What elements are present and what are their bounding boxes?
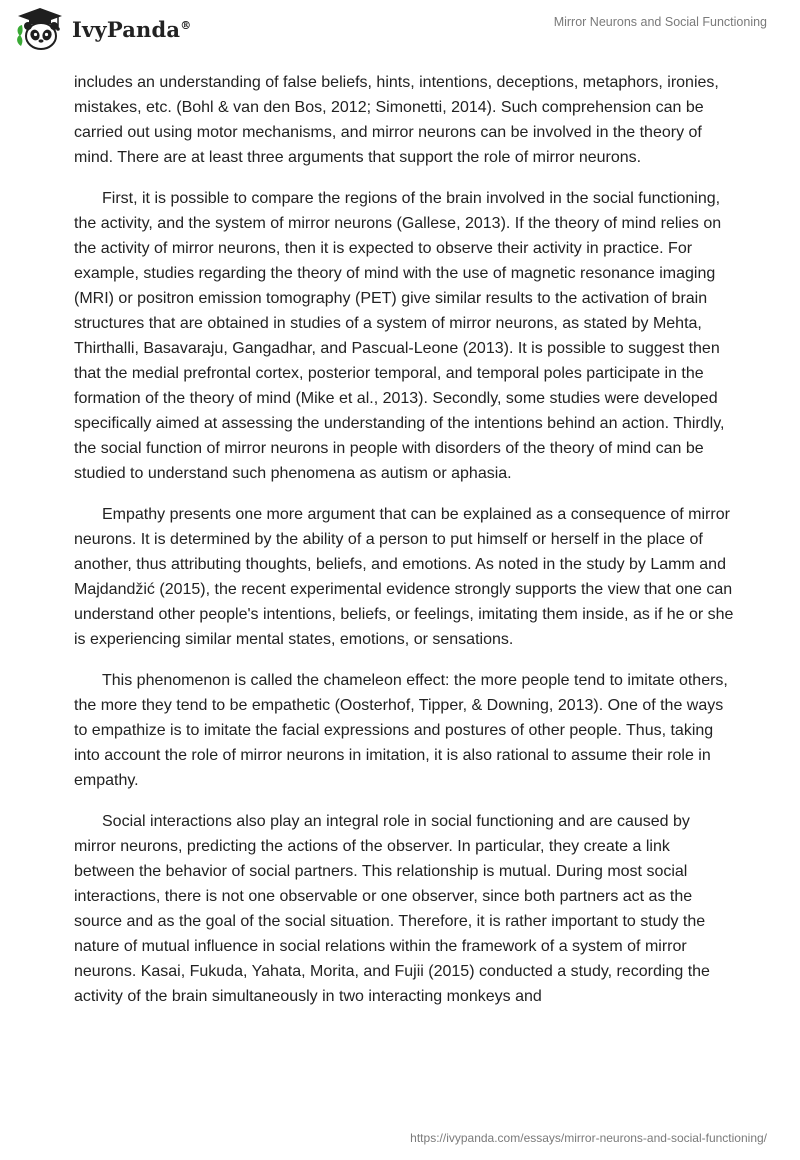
ivypanda-logo[interactable]	[14, 6, 191, 52]
paragraph: Social interactions also play an integral role in social functioning and are caused by mirror neurons, predicting the actions of the observer. In particular, they create a link between the behavior of social partners. This relationship is mutual. During most social interactions, there is not one observable or one observer, since both partners act as the source and as the goal of the social situation. Therefore, it is rather important to study the nature of mutual influence in social relations within the framework of a system of mirror neurons. Kasai, Fukuda, Yahata, Morita, and Fujii (2015) conducted a study, recording the activity of the brain simultaneously in two interacting monkeys and	[74, 813, 710, 1005]
page-header	[0, 0, 800, 60]
registered-mark: ®	[180, 18, 192, 32]
document-title: Mirror Neurons and Social Functioning	[553, 15, 767, 29]
paragraph-continuation: includes an understanding of false beliefs, hints, intentions, deceptions, metaphors, ironies, mistakes, etc. (Bohl & van den Bos, 2012; Simonetti, 2014). Such comprehension can be carried out using motor mechanisms, and mirror neurons can be involved in the theory of mind. There are at least three arguments that support the role of mirror neurons.	[74, 74, 719, 166]
paragraph: This phenomenon is called the chameleon effect: the more people tend to imitate others, the more they tend to be empathetic (Oosterhof, Tipper, & Downing, 2013). One of the ways to empathize is to imitate the facial expressions and postures of other people. Thus, taking into account the role of mirror neurons in imitation, it is also rational to assume their role in empathy.	[74, 672, 728, 789]
paragraph: Empathy presents one more argument that can be explained as a consequence of mirror neurons. It is determined by the ability of a person to put himself or herself in the place of another, thus attributing thoughts, beliefs, and emotions. As noted in the study by Lamm and Majdandžić (2015), the recent experimental evidence strongly supports the view that one can understand other people's intentions, beliefs, or feelings, imitating them inside, as if he or she is experiencing similar mental states, emotions, or sensations.	[74, 506, 734, 648]
logo-text: IvyPanda®	[72, 16, 192, 42]
panda-graduate-icon	[14, 6, 66, 52]
source-url[interactable]: https://ivypanda.com/essays/mirror-neurons-and-social-functioning/	[410, 1131, 767, 1145]
paragraph: First, it is possible to compare the regions of the brain involved in the social functioning, the activity, and the system of mirror neurons (Gallese, 2013). If the theory of mind relies on the activity of mirror neurons, then it is expected to observe their activity in practice. For example, studies regarding the theory of mind with the use of magnetic resonance imaging (MRI) or positron emission tomography (PET) give similar results to the activation of brain structures that are obtained in studies of a system of mirror neurons, as stated by Mehta, Thirthalli, Basavaraju, Gangadhar, and Pascual-Leone (2013). It is possible to suggest then that the medial prefrontal cortex, posterior temporal, and temporal poles participate in the formation of the theory of mind (Mike et al., 2013). Secondly, some studies were developed specifically aimed at assessing the understanding of the intentions behind an action. Thirdly, the social function of mirror neurons in people with disorders of the theory of mind can be studied to understand such phenomena as autism or aphasia.	[74, 190, 725, 482]
essay-body	[74, 70, 734, 1025]
